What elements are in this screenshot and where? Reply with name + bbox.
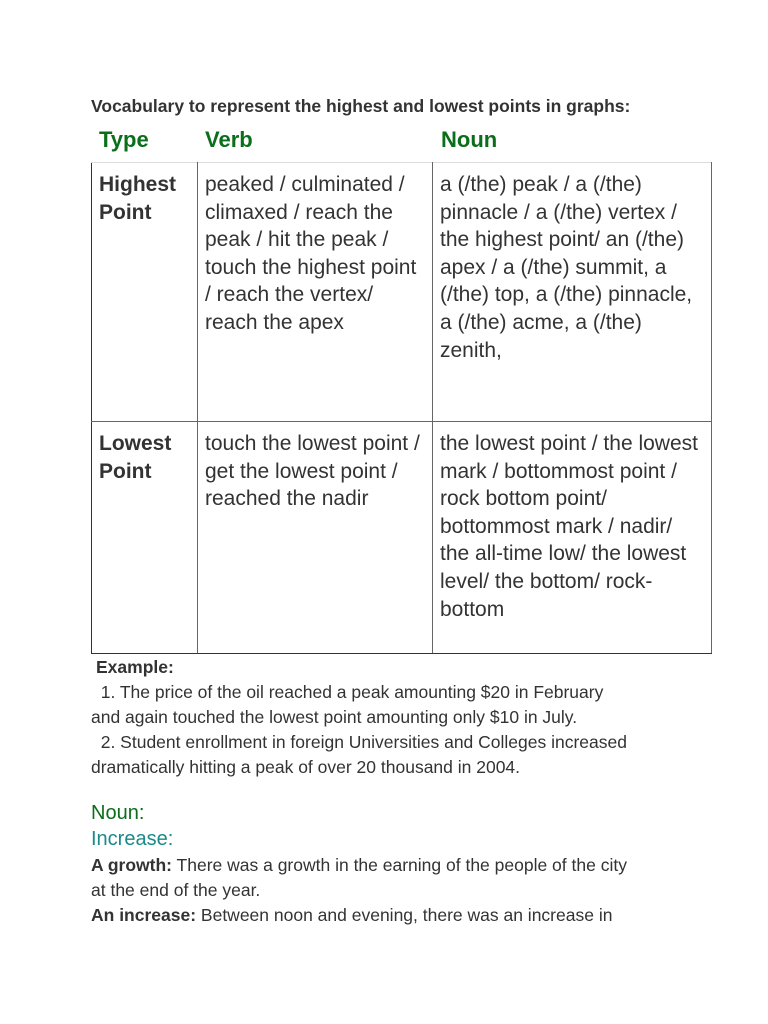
table-row [92,163,712,422]
row-type-lowest: Lowest Point [92,422,198,654]
growth-line-1 [91,853,627,878]
table-row [92,422,712,654]
example-item-1-line-2: and again touched the lowest point amounting only $10 in July. [91,707,578,727]
vocabulary-table [91,162,712,654]
growth-text-line-1: There was a growth in the earning of the people of the city [172,855,627,875]
growth-term: A growth: [91,855,172,875]
row-type-highest: Highest Point [92,163,198,422]
increase-heading: Increase: [91,828,174,850]
column-header-type: Type [99,127,149,152]
increase-term: An increase: [91,905,197,925]
noun-heading: Noun: [91,802,145,824]
column-header-noun: Noun [441,127,498,152]
increase-line [91,903,612,928]
example-label: Example: [96,657,174,677]
column-header-verb: Verb [205,127,253,152]
example-item-1-line-1: 1. The price of the oil reached a peak amounting $20 in February [91,682,604,702]
increase-text: Between noon and evening, there was an increase in [196,905,613,925]
growth-text-line-2: at the end of the year. [91,880,261,900]
row-verb-lowest: touch the lowest point / get the lowest point / reached the nadir [198,422,433,654]
row-verb-highest: peaked / culminated / climaxed / reach the peak / hit the peak / touch the highest point / reach the vertex/ reach the apex [198,163,433,422]
example-item-2-line-1: 2. Student enrollment in foreign Universities and Colleges increased [91,732,627,752]
example-item-2-line-2: dramatically hitting a peak of over 20 thousand in 2004. [91,757,521,777]
row-noun-highest: a (/the) peak / a (/the) pinnacle / a (/the) vertex / the highest point/ an (/the) apex / a (/the) summit, a (/the) top, a (/the) pinnacle, a (/the) acme, a (/the) zenith, [433,163,712,422]
row-noun-lowest: the lowest point / the lowest mark / bottommost point / rock bottom point/ bottommost mark / nadir/ the all-time low/ the lowest level/ the bottom/ rock-bottom [433,422,712,654]
page-heading: Vocabulary to represent the highest and lowest points in graphs: [91,96,631,116]
